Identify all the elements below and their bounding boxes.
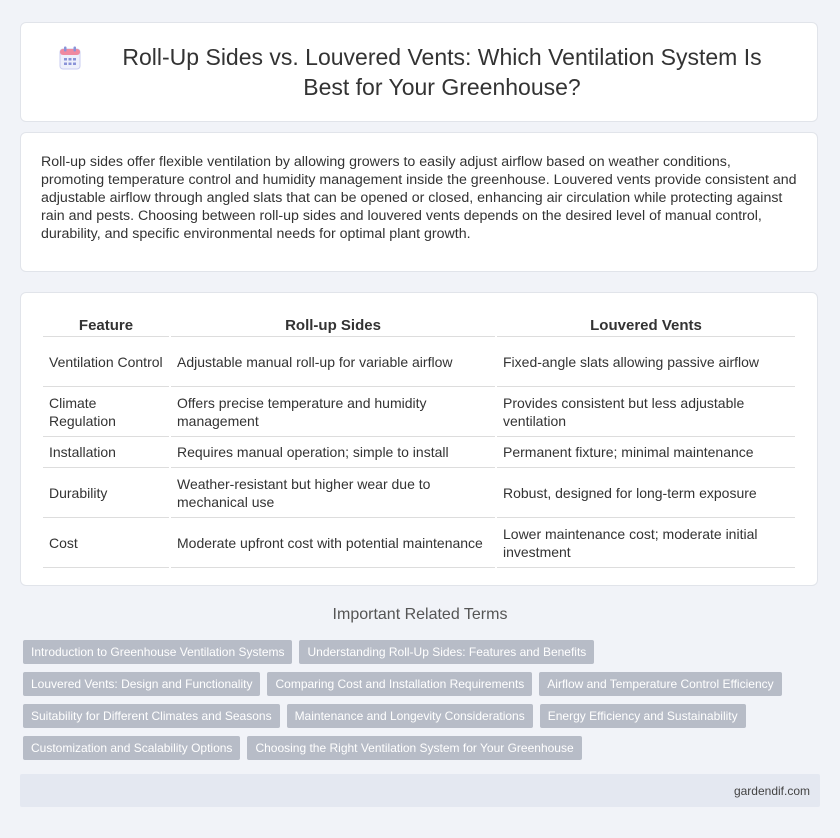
- comparison-table-card: [20, 292, 818, 586]
- feature-cell: Climate Regulation: [43, 387, 169, 437]
- rollup-cell: Adjustable manual roll-up for variable airflow: [171, 337, 495, 387]
- rollup-cell: Requires manual operation; simple to install: [171, 437, 495, 468]
- rollup-cell: Offers precise temperature and humidity management: [171, 387, 495, 437]
- louvered-cell: Provides consistent but less adjustable ventilation: [497, 387, 795, 437]
- related-term-tag[interactable]: Airflow and Temperature Control Efficiency: [539, 672, 781, 696]
- rollup-cell: Moderate upfront cost with potential maintenance: [171, 518, 495, 568]
- related-term-tag[interactable]: Energy Efficiency and Sustainability: [540, 704, 746, 728]
- related-term-tag[interactable]: Maintenance and Longevity Considerations: [287, 704, 533, 728]
- related-term-tag[interactable]: Choosing the Right Ventilation System for Your Greenhouse: [247, 736, 581, 760]
- related-term-tag[interactable]: Suitability for Different Climates and Seasons: [23, 704, 280, 728]
- rollup-cell: Weather-resistant but higher wear due to mechanical use: [171, 468, 495, 518]
- table-row: [43, 437, 795, 468]
- related-term-tag[interactable]: Introduction to Greenhouse Ventilation Systems: [23, 640, 292, 664]
- intro-card: [20, 132, 818, 272]
- page-title: Roll-Up Sides vs. Louvered Vents: Which Ventilation System Is Best for Your Greenhouse?: [122, 44, 762, 100]
- feature-cell: Installation: [43, 437, 169, 468]
- column-header: Louvered Vents: [497, 311, 795, 337]
- header-card: [20, 22, 818, 122]
- table-row: [43, 387, 795, 437]
- related-terms-title: Important Related Terms: [332, 606, 508, 623]
- related-term-tag[interactable]: Comparing Cost and Installation Requirements: [267, 672, 532, 696]
- column-header: Feature: [43, 311, 169, 337]
- related-terms-list: [23, 640, 803, 768]
- comparison-table: [41, 311, 797, 568]
- feature-cell: Durability: [43, 468, 169, 518]
- footer-site-link[interactable]: gardendif.com: [733, 784, 810, 798]
- louvered-cell: Fixed-angle slats allowing passive airflow: [497, 337, 795, 387]
- feature-cell: Ventilation Control: [43, 337, 169, 387]
- intro-text: Roll-up sides offer flexible ventilation by allowing growers to easily adjust airflow based on weather conditions, promoting temperature control and humidity management inside the greenhouse. Louvered vents provide consistent and adjustable airflow through angled slats that can be opened or closed, enhancing air circulation while protecting against rain and pests. Choosing between roll-up sides and louvered vents depends on the desired level of manual control, durability, and specific environmental needs for optimal plant growth.: [41, 154, 797, 242]
- related-term-tag[interactable]: Customization and Scalability Options: [23, 736, 240, 760]
- table-header-row: [43, 311, 795, 337]
- footer-bar: [20, 774, 820, 807]
- louvered-cell: Permanent fixture; minimal maintenance: [497, 437, 795, 468]
- table-row: [43, 468, 795, 518]
- column-header: Roll-up Sides: [171, 311, 495, 337]
- louvered-cell: Lower maintenance cost; moderate initial investment: [497, 518, 795, 568]
- table-row: [43, 518, 795, 568]
- feature-cell: Cost: [43, 518, 169, 568]
- table-row: [43, 337, 795, 387]
- related-term-tag[interactable]: Louvered Vents: Design and Functionality: [23, 672, 260, 696]
- related-term-tag[interactable]: Understanding Roll-Up Sides: Features and Benefits: [299, 640, 594, 664]
- louvered-cell: Robust, designed for long-term exposure: [497, 468, 795, 518]
- calendar-icon: [59, 46, 81, 70]
